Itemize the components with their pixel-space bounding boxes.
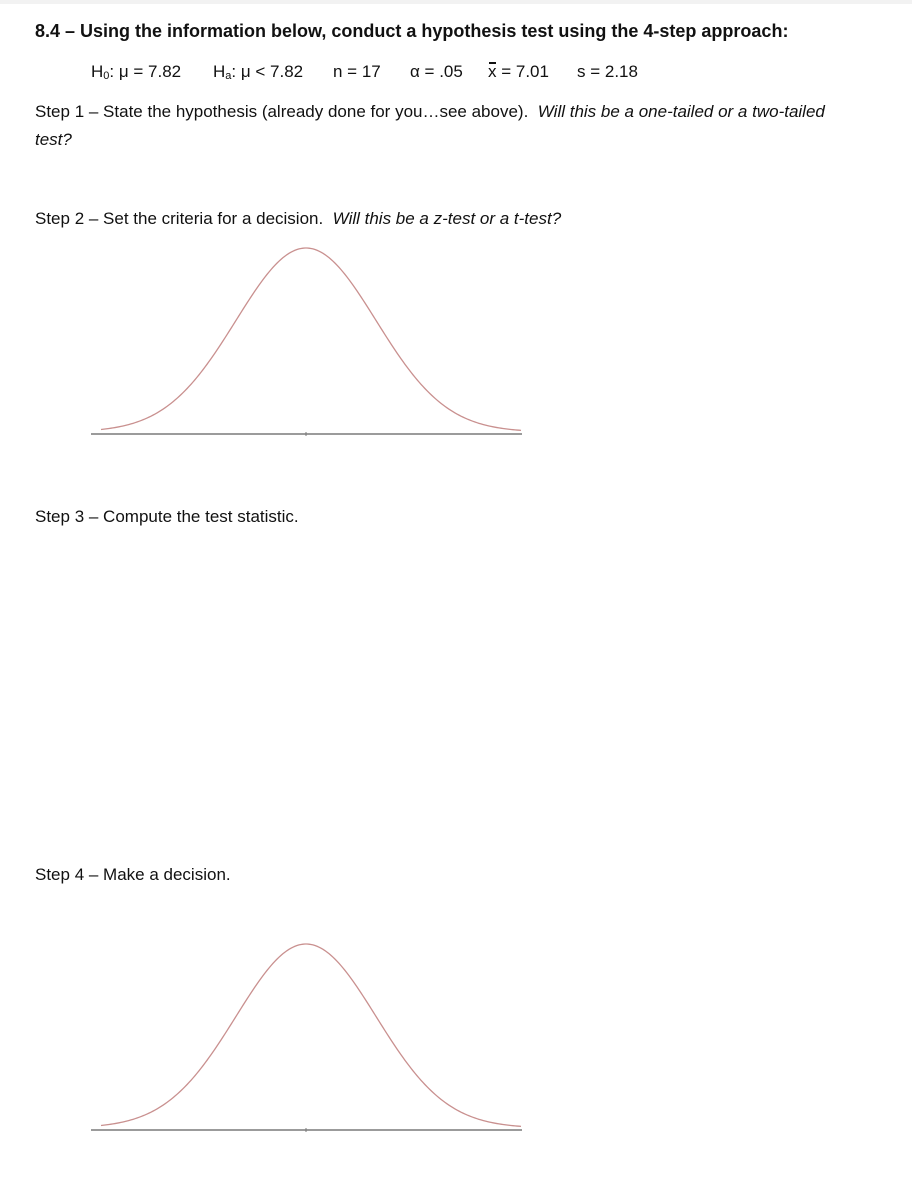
- step-3: [35, 503, 855, 531]
- alternative-hypothesis: $H_a$: μ < 7.82: [213, 62, 304, 82]
- normal-curve-step-4: [91, 936, 523, 1136]
- step-4-label: Step 4 – Make a decision.: [35, 865, 231, 884]
- normal-curve-step-2: [91, 240, 523, 440]
- bell-curve-line: [101, 944, 521, 1126]
- problem-title: 8.4 – Using the information below, conduct a hypothesis test using the 4-step approach:: [35, 21, 789, 41]
- top-rule: [0, 0, 912, 4]
- step-3-label: Step 3 – Compute the test statistic.: [35, 507, 299, 526]
- null-hypothesis: $H_0$: μ = 7.82: [91, 62, 182, 82]
- step-2: [35, 205, 855, 233]
- sample-size: n = 17: [333, 62, 381, 81]
- sample-sd: s = 2.18: [577, 62, 638, 81]
- step-1-question: Will this be a one-tailed or a two-tailed test?: [35, 102, 825, 149]
- step-1: [35, 98, 855, 154]
- step-4: [35, 861, 855, 889]
- step-2-question: Will this be a z-test or a t-test?: [332, 209, 562, 228]
- sample-mean: x = 7.01: [488, 62, 549, 81]
- alpha-level: α = .05: [410, 62, 463, 81]
- step-2-label: Step 2 – Set the criteria for a decision.: [35, 209, 324, 228]
- bell-curve-line: [101, 248, 521, 430]
- step-1-label: Step 1 – State the hypothesis (already done for you…see above).: [35, 102, 529, 121]
